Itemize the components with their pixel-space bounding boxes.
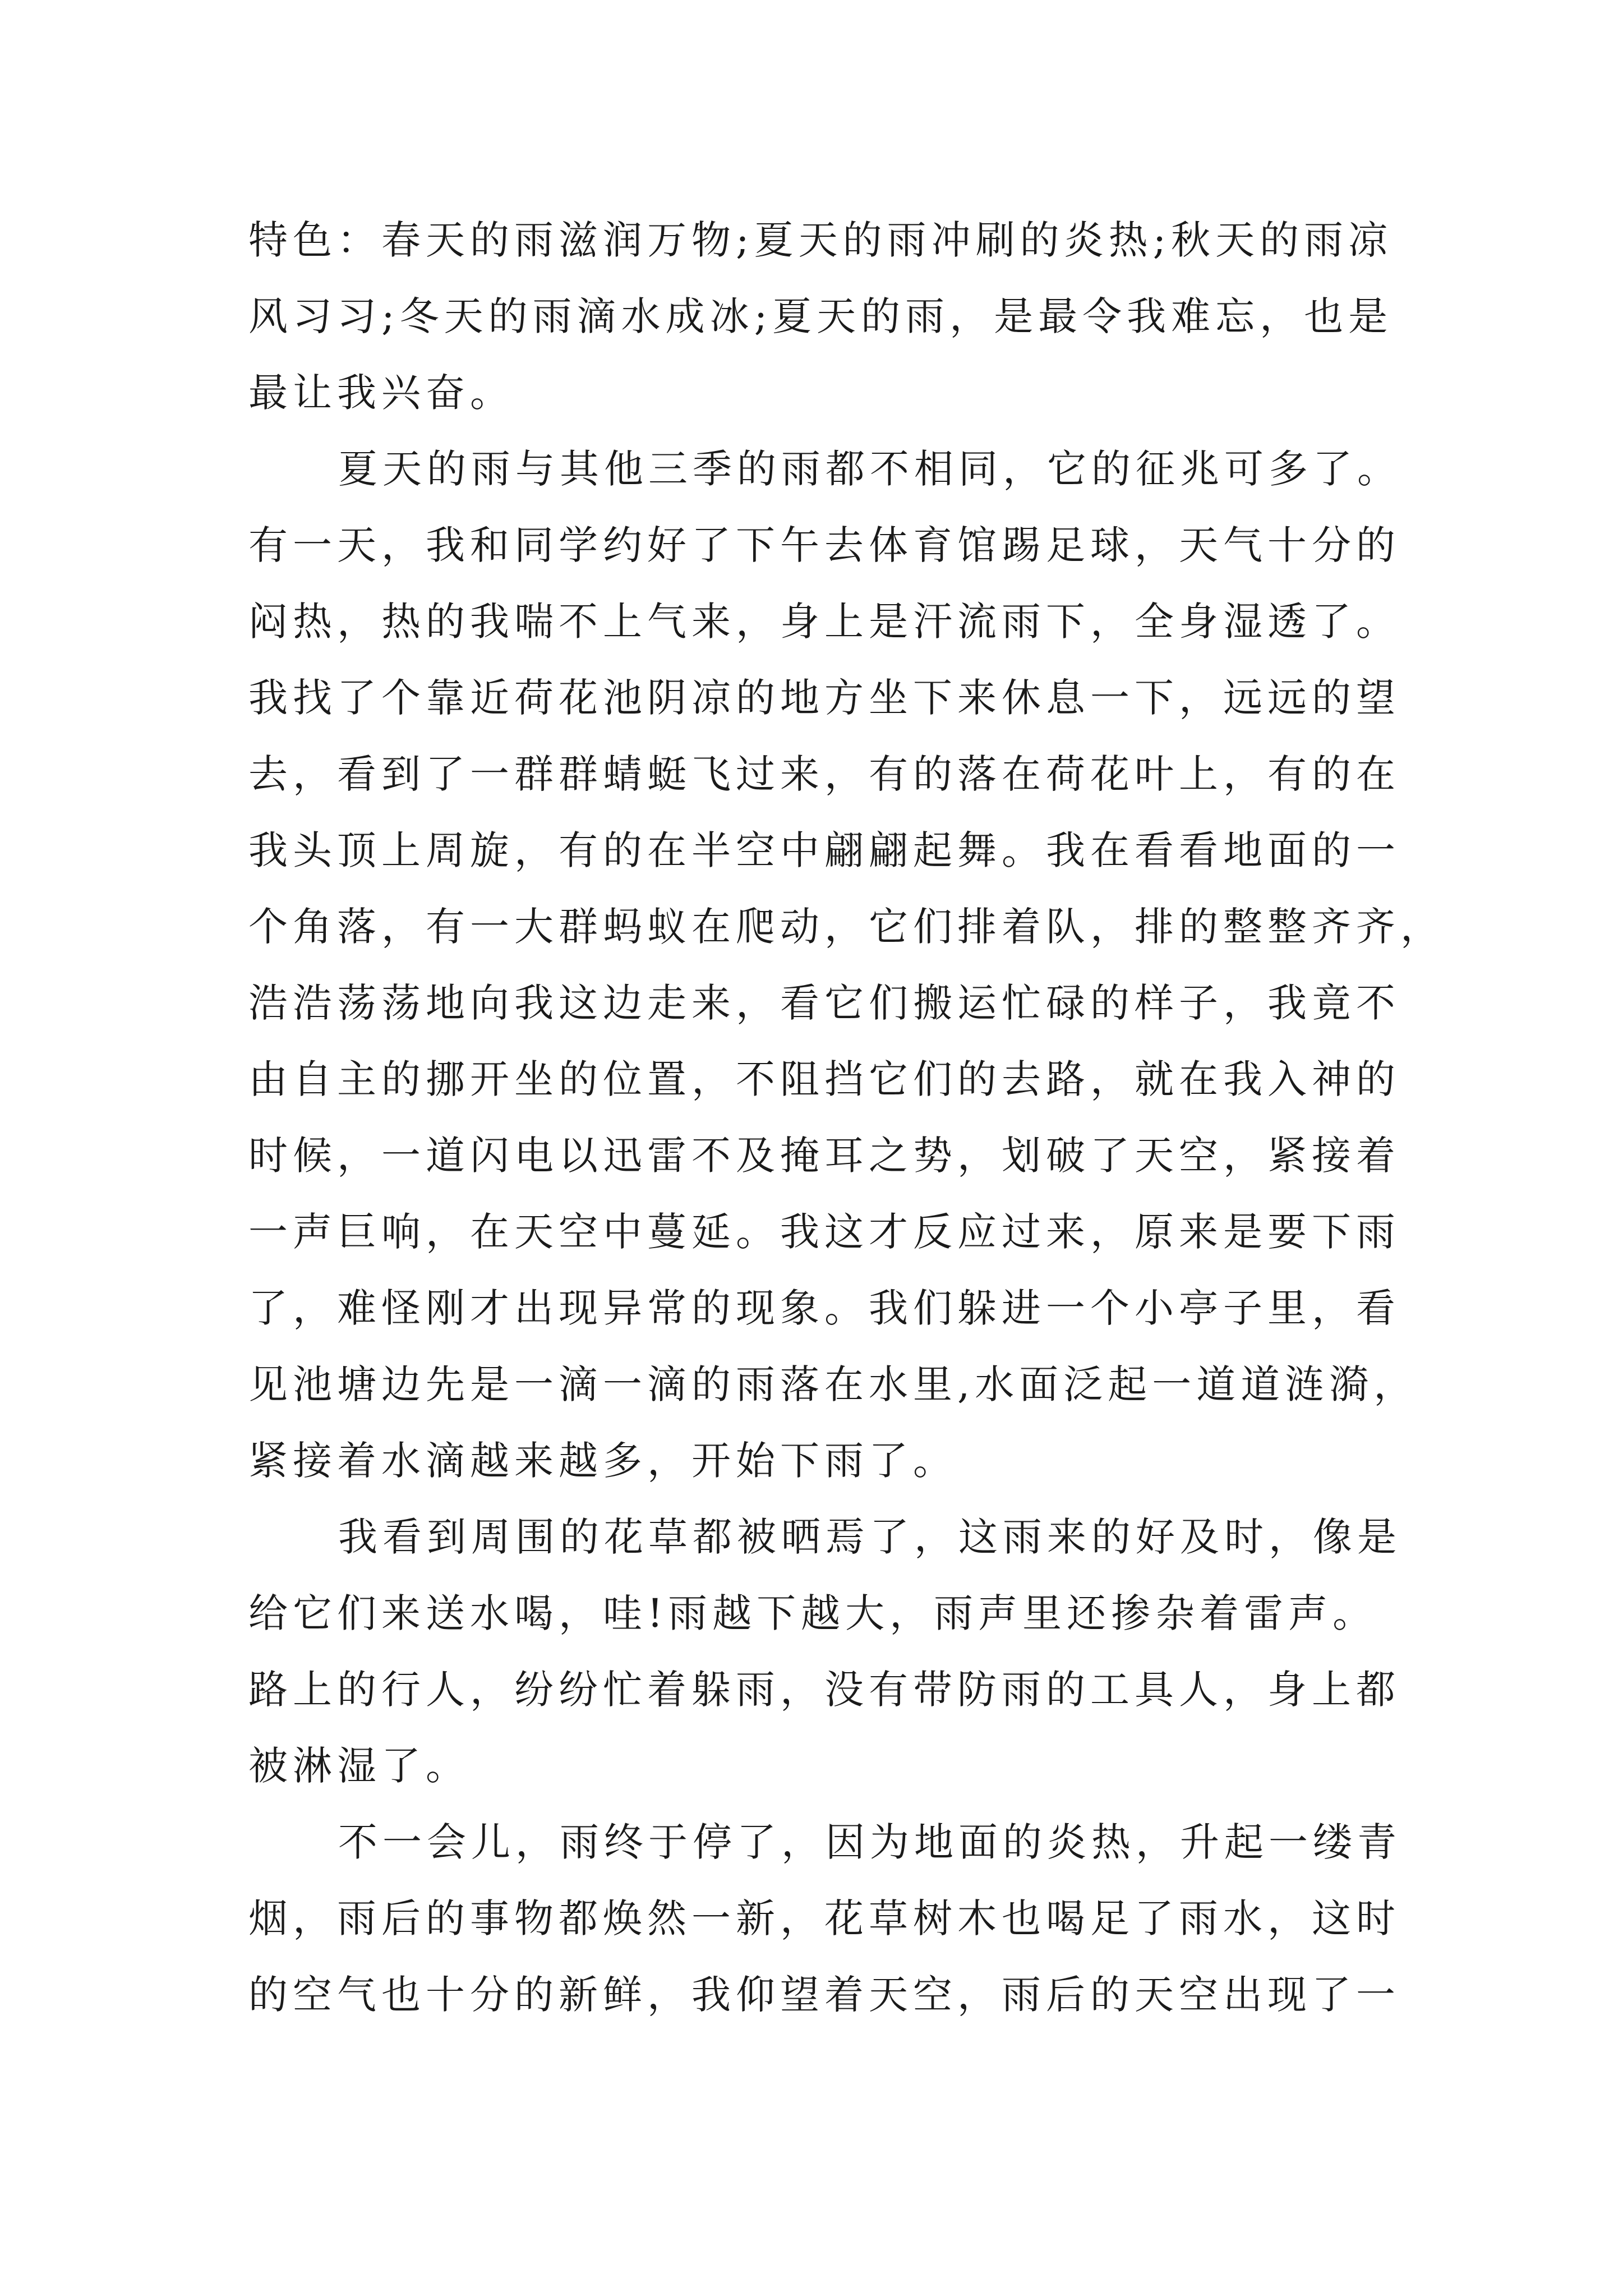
text-line: 我头顶上周旋，有的在半空中翩翩起舞。我在看看地面的一	[248, 827, 1400, 873]
text-line: 时候，一道闪电以迅雷不及掩耳之势，划破了天空，紧接着	[248, 1133, 1400, 1179]
text-line: 最让我兴奋。	[248, 370, 514, 416]
text-line: 风习习;冬天的雨滴水成冰;夏天的雨，是最令我难忘，也是	[248, 293, 1393, 339]
paragraph-start-line: 我看到周围的花草都被晒焉了，这雨来的好及时，像是	[338, 1514, 1401, 1560]
text-line: 闷热，热的我喘不上气来，身上是汗流雨下，全身湿透了。	[248, 599, 1400, 645]
text-line: 被淋湿了。	[248, 1743, 470, 1789]
text-line: 由自主的挪开坐的位置，不阻挡它们的去路，就在我入神的	[248, 1056, 1400, 1102]
text-line: 的空气也十分的新鲜，我仰望着天空，雨后的天空出现了一	[248, 1972, 1400, 2018]
text-line: 个角落，有一大群蚂蚁在爬动，它们排着队，排的整整齐齐，	[248, 904, 1445, 950]
text-line: 见池塘边先是一滴一滴的雨落在水里,水面泛起一道道涟漪，	[248, 1361, 1418, 1407]
text-line: 了，难怪刚才出现异常的现象。我们躲进一个小亭子里，看	[248, 1285, 1400, 1331]
text-line: 特色：春天的雨滋润万物;夏天的雨冲刷的炎热;秋天的雨凉	[248, 217, 1393, 263]
text-line: 浩浩荡荡地向我这边走来，看它们搬运忙碌的样子，我竟不	[248, 980, 1400, 1026]
text-line: 烟，雨后的事物都焕然一新，花草树木也喝足了雨水，这时	[248, 1895, 1400, 1941]
text-line: 去，看到了一群群蜻蜓飞过来，有的落在荷花叶上，有的在	[248, 751, 1400, 797]
text-line: 一声巨响，在天空中蔓延。我这才反应过来，原来是要下雨	[248, 1209, 1400, 1255]
text-line: 我找了个靠近荷花池阴凉的地方坐下来休息一下，远远的望	[248, 675, 1400, 721]
text-line: 路上的行人，纷纷忙着躲雨，没有带防雨的工具人，身上都	[248, 1667, 1400, 1713]
paragraph-start-line: 不一会儿，雨终于停了，因为地面的炎热，升起一缕青	[338, 1819, 1401, 1865]
paragraph-start-line: 夏天的雨与其他三季的雨都不相同，它的征兆可多了。	[338, 446, 1401, 492]
text-line: 紧接着水滴越来越多，开始下雨了。	[248, 1438, 957, 1484]
text-line: 给它们来送水喝，哇!雨越下越大，雨声里还掺杂着雷声。	[248, 1590, 1377, 1636]
text-line: 有一天，我和同学约好了下午去体育馆踢足球，天气十分的	[248, 522, 1400, 568]
